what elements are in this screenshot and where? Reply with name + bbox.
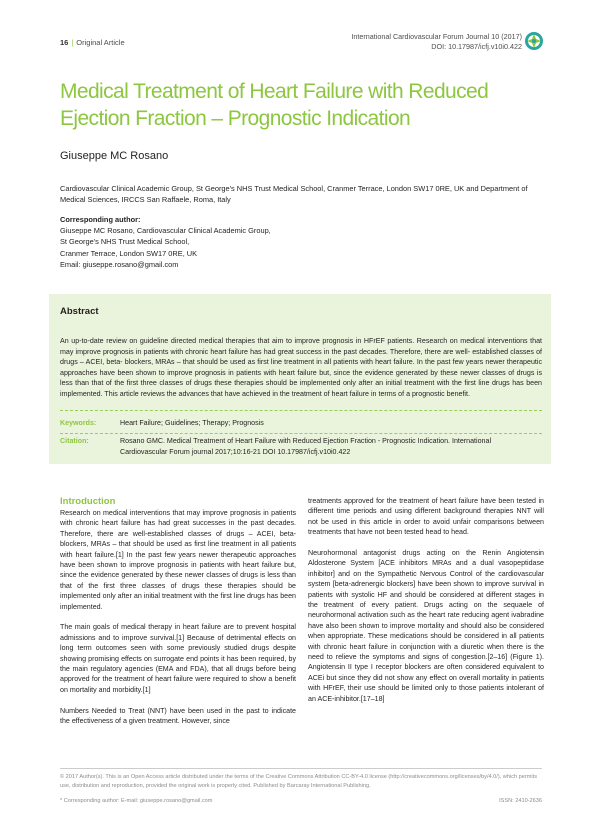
header-separator: | (71, 38, 74, 47)
introduction-heading: Introduction (60, 496, 116, 507)
corresponding-email[interactable]: Email: giuseppe.rosano@gmail.com (60, 259, 179, 269)
left-column (60, 496, 296, 737)
license-note: © 2017 Author(s). This is an Open Access article distributed under the terms of the Creative Commons Attribution CC-BY-4.0 license (http://creativecommons.org/licenses/by/4.0/), which permits use, distribution and reproduction, provided the original work is properly cited. Published by Barcaray International Publishing. (60, 774, 538, 789)
correspondence-note: * Corresponding author: E-mail: giuseppe.rosano@gmail.com (60, 798, 213, 804)
affiliation: Cardiovascular Clinical Academic Group, St George's NHS Trust Medical School, Cranmer Terrace, London SW17 0RE, UK and Department of Medical Sciences, IRCCS San Raffaele, Roma, Italy (60, 184, 528, 205)
paragraph: The main goals of medical therapy in heart failure are to prevent hospital admissions and to improve survival.[1] Because of detrimental effects on long term outcomes seen with some previously studied drugs despite showing promising effects on surrogate end points it has been required, by the main regulatory agencies (EMA and FDA), that all drugs before being approved for the treatment of heart failure were required to show a benefit on mortality and morbidity.[1] (60, 623, 296, 694)
corresponding-line: Giuseppe MC Rosano, Cardiovascular Clinical Academic Group, (60, 226, 271, 236)
journal-name: International Cardiovascular Forum Journal 10 (2017) (351, 32, 522, 41)
journal-logo-icon (524, 31, 544, 51)
footer-divider (60, 768, 542, 769)
author-name: Giuseppe MC Rosano (60, 150, 169, 162)
corresponding-heading: Corresponding author: (60, 215, 141, 224)
citation-label: Citation: (60, 437, 89, 445)
page-number: 16 (60, 38, 69, 47)
paragraph: Neurohormonal antagonist drugs acting on the Renin Angiotensin Aldosterone System [ACE inhibitors MRAs and a dual vasopeptidase inhibitor] and on the Sympathetic Nervous Control of the cardiovascular system [beta-adrenergic blockers] have been shown to improve survival in patients with systolic HF and should be considered at different stages in the treatment of every patient. Drugs acting on the sequaele of neurohormonal activation such as the heart rate reducing agent ivabradine have also been shown to improve mortality and should also be considered when appropriate. These medications should be considered in all patients with chronic heart failure in conjunction with a diuretic when there is the need to relieve the symptoms and signs of congestion.[2–16] (Figure 1). Angiotensin II type I receptor blockers are often considered equivalent to ACEi but since they did not show any effect on overall mortality in patients with HFrEF, their use should be limited only to those patients intolerant of an ACE-inhibitor.[17–18] (308, 549, 544, 703)
corresponding-line: St George's NHS Trust Medical School, (60, 237, 190, 247)
abstract-heading: Abstract (60, 306, 99, 317)
citation-value: Rosano GMC. Medical Treatment of Heart Failure with Reduced Ejection Fraction - Prognostic Indication. International Cardiovascular Forum journal 2017;10:16-21 DOI 10.17987/icfj.v10i0.422 (120, 437, 492, 456)
paragraph: treatments approved for the treatment of heart failure have been tested in different time periods and using different background therapies NNT will not be used in this article in order to avoid unfair comparisons between treatments that have not been tested head to head. (308, 497, 544, 537)
keywords-label: Keywords: (60, 419, 97, 427)
footer-bottom (60, 798, 542, 804)
journal-info (351, 32, 522, 52)
running-header (60, 38, 125, 47)
paragraph: Research on medical interventions that may improve prognosis in patients with chronic heart failure has had great successes in the past decades. Therefore, there are well-established classes of drugs – ACEI, beta-blockers, MRAs – that should be used as first line treatment in all patients with heart failure.[1] In the past few years newer therapeutic approaches have been shown to improve prognosis in patients with heart failure but, since the evidence generated by these newer classes of drugs is less than that of the first three classes of drugs these therapies should be implemented only after an initial treatment with the first line drugs has been implemented. (60, 509, 296, 611)
keywords-value: Heart Failure; Guidelines; Therapy; Prognosis (120, 419, 264, 427)
right-column (308, 496, 544, 715)
abstract-text: An up-to-date review on guideline directed medical therapies that aim to improve prognosis in HFrEF patients. Research on medical interventions that may improve prognosis in patients with chronic heart failure has had great success in the past decades. Therefore, there are well- established classes of drugs – ACEI, beta- blockers, MRAs – that should be used as first line treatment in all patients with heart failure. In the past few years newer therapeutic approaches have been shown to improve prognosis in patients with heart failure but, since the evidence generated by these newer classes of drugs is less than that of the first three classes of drugs these therapies should be implemented only after an initial treatment with the first line drugs has been implemented. This article reviews the advances that have achieved in the treatment of heart failure in terms of a prognostic benefit. (60, 337, 542, 398)
divider (60, 433, 542, 434)
paragraph: Numbers Needed to Treat (NNT) have been used in the past to indicate the effectiveness of a given treatment. However, since (60, 706, 296, 726)
article-title: Medical Treatment of Heart Failure with Reduced Ejection Fraction – Prognostic Indication (60, 80, 489, 130)
section-label: Original Article (76, 38, 125, 47)
doi-text: DOI: 10.17987/icfj.v10i0.422 (431, 42, 522, 51)
corresponding-author (60, 214, 360, 270)
divider (60, 410, 542, 411)
issn: ISSN: 2410-2636 (499, 798, 542, 804)
corresponding-line: Cranmer Terrace, London SW17 0RE, UK (60, 248, 198, 258)
